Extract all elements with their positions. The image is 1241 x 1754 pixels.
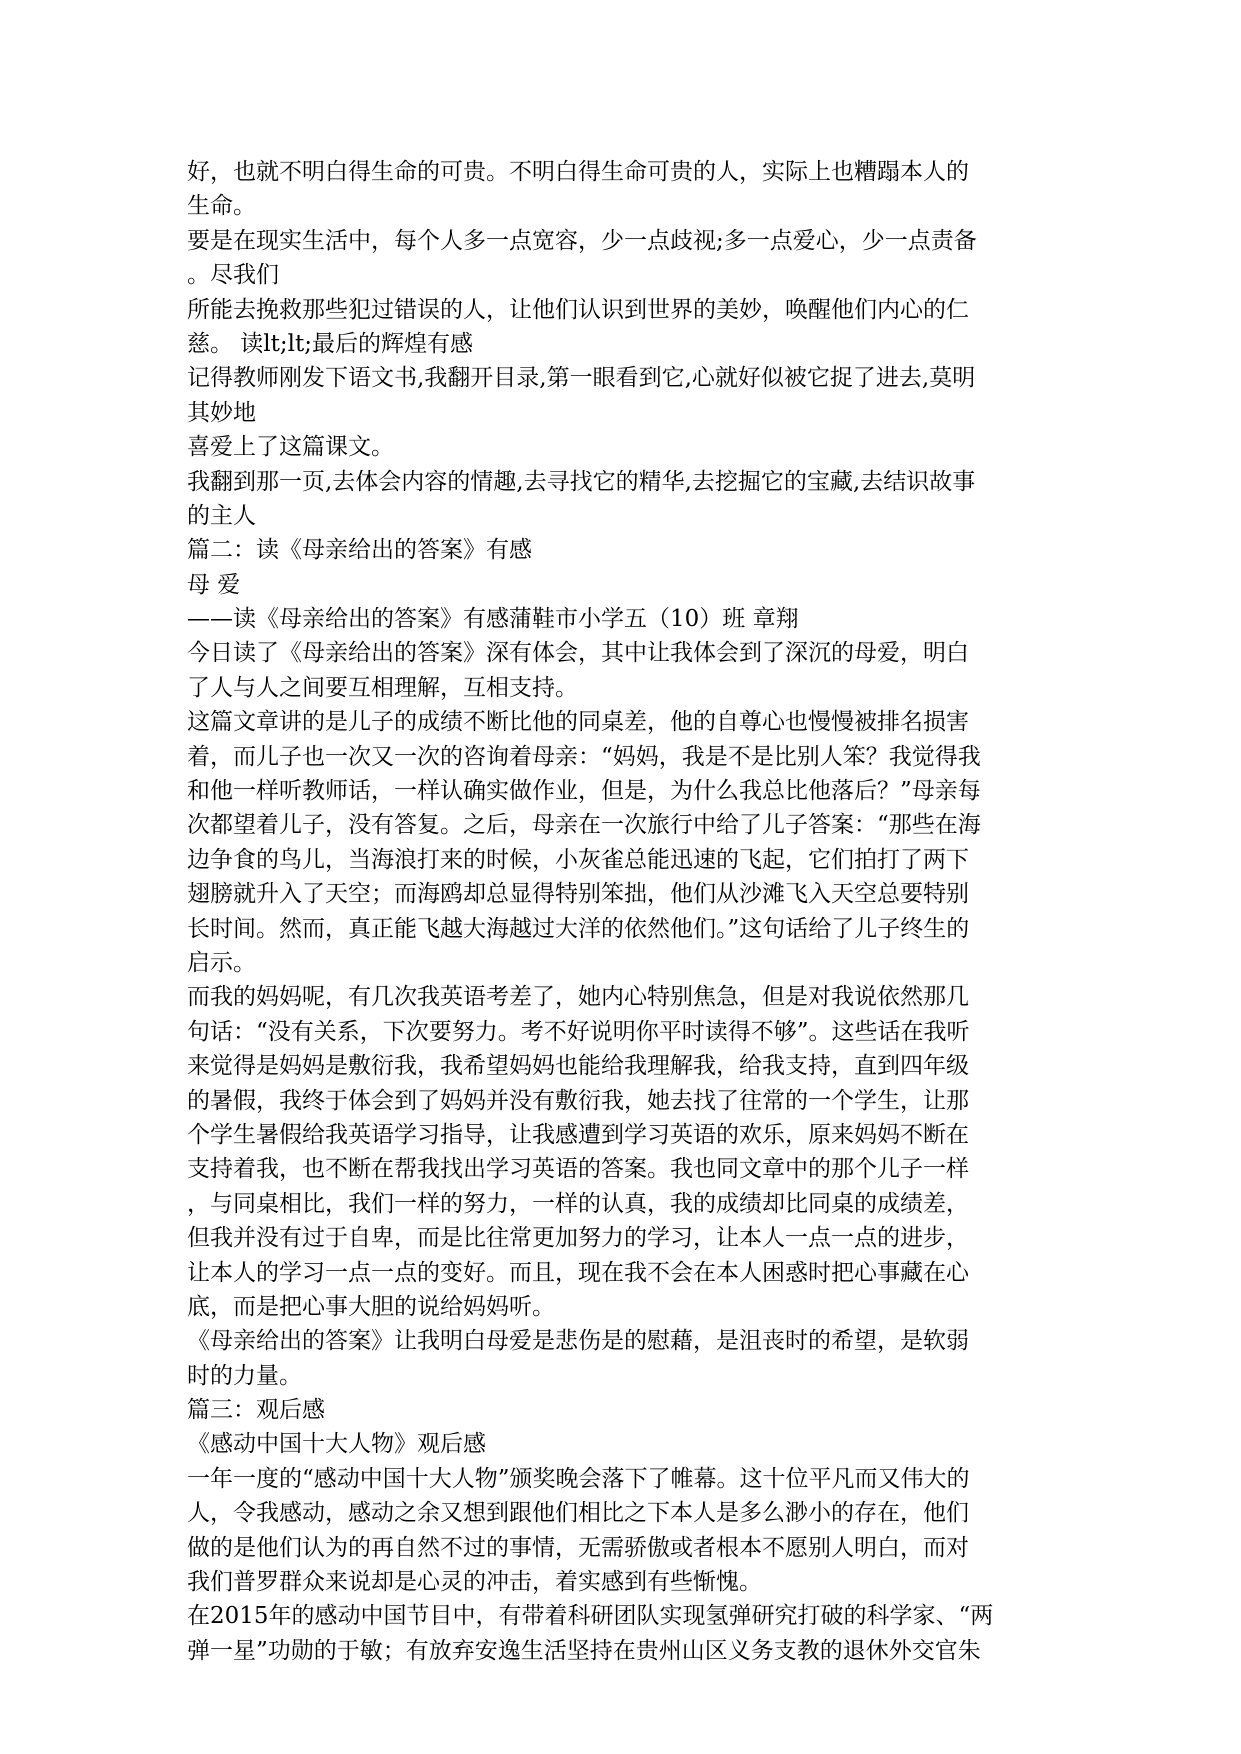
text-line: 个学生暑假给我英语学习指导，让我感遭到学习英语的欢乐，原来妈妈不断在: [187, 1121, 969, 1148]
text-line: 支持着我，也不断在帮我找出学习英语的答案。我也同文章中的那个儿子一样: [187, 1156, 969, 1183]
text-line: 好，也就不明白得生命的可贵。不明白得生命可贵的人，实际上也糟蹋本人的: [187, 159, 969, 185]
text-line: 启示。: [187, 949, 256, 976]
text-line: 弹一星”功勋的于敏；有放弃安逸生活坚持在贵州山区义务支教的退休外交官朱: [187, 1637, 981, 1664]
text-line: 这篇文章讲的是儿子的成绩不断比他的同桌差，他的自尊心也慢慢被排名损害: [187, 709, 969, 736]
text-line: 的暑假，我终于体会到了妈妈并没有敷衍我，她去找了往常的一个学生，让那: [187, 1087, 969, 1114]
text-line: 《母亲给出的答案》让我明白母爱是悲伤是的慰藉，是沮丧时的希望，是软弱: [187, 1328, 969, 1355]
text-line: 底，而是把心事大胆的说给妈妈听。: [187, 1293, 555, 1320]
section-heading: 篇三：观后感: [187, 1397, 325, 1424]
text-line: 做的是他们认为的再自然不过的事情，无需骄傲或者根本不愿别人明白，而对: [187, 1534, 969, 1561]
text-line: 我们普罗群众来说却是心灵的冲击，着实感到有些惭愧。: [187, 1569, 762, 1596]
text-line: 慈。 读lt;lt;最后的辉煌有感: [187, 330, 474, 357]
text-line: 。尽我们: [187, 262, 279, 289]
text-line: 我翻到那一页,去体会内容的情趣,去寻找它的精华,去挖掘它的宝藏,去结识故事: [187, 468, 976, 495]
text-line: 今日读了《母亲给出的答案》深有体会，其中让我体会到了深沉的母爱，明白: [187, 640, 969, 667]
text-line: 翅膀就升入了天空；而海鸥却总显得特别笨拙，他们从沙滩飞入天空总要特别: [187, 881, 969, 908]
text-line: 了人与人之间要互相理解，互相支持。: [187, 674, 578, 701]
text-line: 的主人: [187, 502, 256, 529]
section-heading: 篇二：读《母亲给出的答案》有感: [187, 537, 532, 564]
text-line: 句话：“没有关系，下次要努力。考不好说明你平时读得不够”。这些话在我听: [187, 1018, 970, 1045]
text-line: 在2015年的感动中国节目中，有带着科研团队实现氢弹研究打破的科学家、“两: [187, 1603, 994, 1630]
text-line: 着，而儿子也一次又一次的咨询着母亲：“妈妈，我是不是比别人笨？我觉得我: [187, 743, 981, 770]
text-line: 而我的妈妈呢，有几次我英语考差了，她内心特别焦急，但是对我说依然那几: [187, 984, 969, 1011]
document-body: [187, 155, 1055, 1668]
text-line: 所能去挽救那些犯过错误的人，让他们认识到世界的美妙，唤醒他们内心的仁: [187, 296, 969, 323]
text-line: 其妙地: [187, 399, 256, 426]
text-line: 边争食的鸟儿，当海浪打来的时候，小灰雀总能迅速的飞起，它们拍打了两下: [187, 846, 969, 873]
article-title: 《感动中国十大人物》观后感: [187, 1431, 486, 1458]
text-line: 一年一度的“感动中国十大人物”颁奖晚会落下了帷幕。这十位平凡而又伟大的: [187, 1465, 970, 1492]
text-line: 人，令我感动，感动之余又想到跟他们相比之下本人是多么渺小的存在，他们: [187, 1500, 969, 1527]
article-title: 母 爱: [187, 571, 241, 598]
text-line: 让本人的学习一点一点的变好。而且，现在我不会在本人困惑时把心事藏在心: [187, 1259, 969, 1286]
text-line: 和他一样听教师话，一样认确实做作业，但是，为什么我总比他落后？”母亲每: [187, 778, 981, 805]
text-line: ，与同桌相比，我们一样的努力，一样的认真，我的成绩却比同桌的成绩差，: [187, 1190, 969, 1217]
text-line: 长时间。然而，真正能飞越大海越过大洋的依然他们。”这句话给了儿子终生的: [187, 915, 970, 942]
text-line: 时的力量。: [187, 1362, 302, 1389]
text-line: 但我并没有过于自卑，而是比往常更加努力的学习，让本人一点一点的进步，: [187, 1225, 969, 1252]
text-line: 来觉得是妈妈是敷衍我，我希望妈妈也能给我理解我，给我支持，直到四年级: [187, 1053, 969, 1080]
text-line: 次都望着儿子，没有答复。之后，母亲在一次旅行中给了儿子答案：“那些在海: [187, 812, 981, 839]
text-line: 记得教师刚发下语文书,我翻开目录,第一眼看到它,心就好似被它捉了进去,莫明: [187, 365, 976, 392]
text-line: 喜爱上了这篇课文。: [187, 434, 394, 461]
text-line: 要是在现实生活中，每个人多一点宽容，少一点歧视;多一点爱心，少一点责备: [187, 227, 977, 254]
text-line: 生命。: [187, 193, 256, 220]
article-byline: ——读《母亲给出的答案》有感蒲鞋市小学五（10）班 章翔: [187, 606, 799, 633]
